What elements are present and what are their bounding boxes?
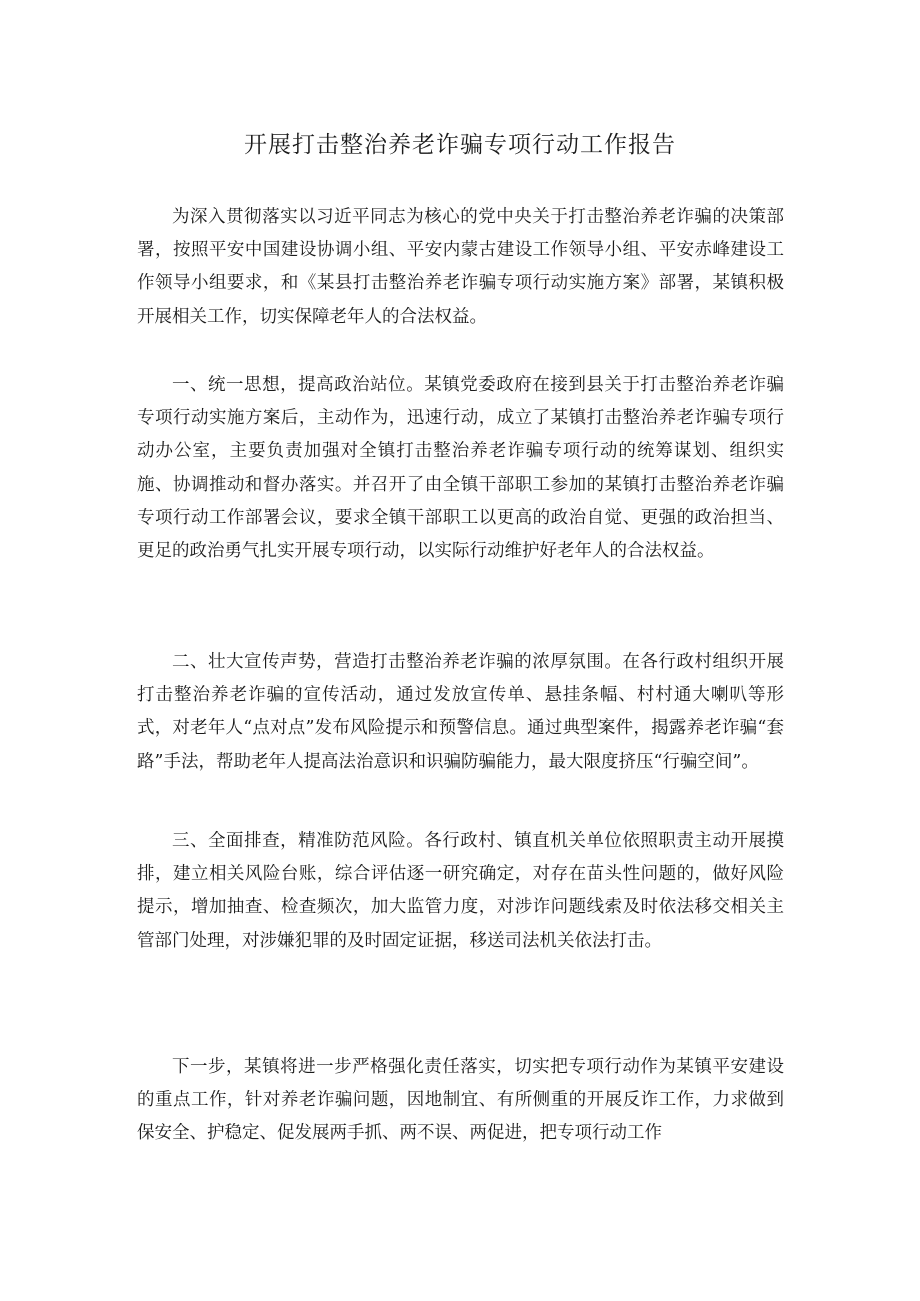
paragraph-next-steps: 下一步，某镇将进一步严格强化责任落实，切实把专项行动作为某镇平安建设的重点工作，针对养老诈骗问题，因地制宜、有所侧重的开展反诈工作，力求做到保安全、护稳定、促发展两手抓、两不误、两促进，把专项行动工作	[137, 1057, 784, 1144]
paragraph-section-2: 二、壮大宣传声势，营造打击整治养老诈骗的浓厚氛围。在各行政村组织开展打击整治养老诈骗的宣传活动，通过发放宣传单、悬挂条幅、村村通大喇叭等形式，对老年人“点对点”发布风险提示和预警信息。通过典型案件，揭露养老诈骗“套路”手法，帮助老年人提高法治意识和识骗防骗能力，最大限度挤压“行骗空间”。	[137, 652, 784, 772]
document-title: 开展打击整治养老诈骗专项行动工作报告	[244, 132, 676, 158]
paragraph-section-1: 一、统一思想，提高政治站位。某镇党委政府在接到县关于打击整治养老诈骗专项行动实施方案后，主动作为，迅速行动，成立了某镇打击整治养老诈骗专项行动办公室，主要负责加强对全镇打击整治养老诈骗专项行动的统筹谋划、组织实施、协调推动和督办落实。并召开了由全镇干部职工参加的某镇打击整治养老诈骗专项行动工作部署会议，要求全镇干部职工以更高的政治自觉、更强的政治担当、更足的政治勇气扎实开展专项行动，以实际行动维护好老年人的合法权益。	[137, 375, 784, 562]
paragraph-intro: 为深入贯彻落实以习近平同志为核心的党中央关于打击整治养老诈骗的决策部署，按照平安中国建设协调小组、平安内蒙古建设工作领导小组、平安赤峰建设工作领导小组要求，和《某县打击整治养老诈骗专项行动实施方案》部署，某镇积极开展相关工作，切实保障老年人的合法权益。	[137, 207, 784, 327]
paragraph-section-3: 三、全面排查，精准防范风险。各行政村、镇直机关单位依照职责主动开展摸排，建立相关风险台账，综合评估逐一研究确定，对存在苗头性问题的，做好风险提示，增加抽查、检查频次，加大监管力度，对涉诈问题线索及时依法移交相关主管部门处理，对涉嫌犯罪的及时固定证据，移送司法机关依法打击。	[137, 831, 784, 951]
